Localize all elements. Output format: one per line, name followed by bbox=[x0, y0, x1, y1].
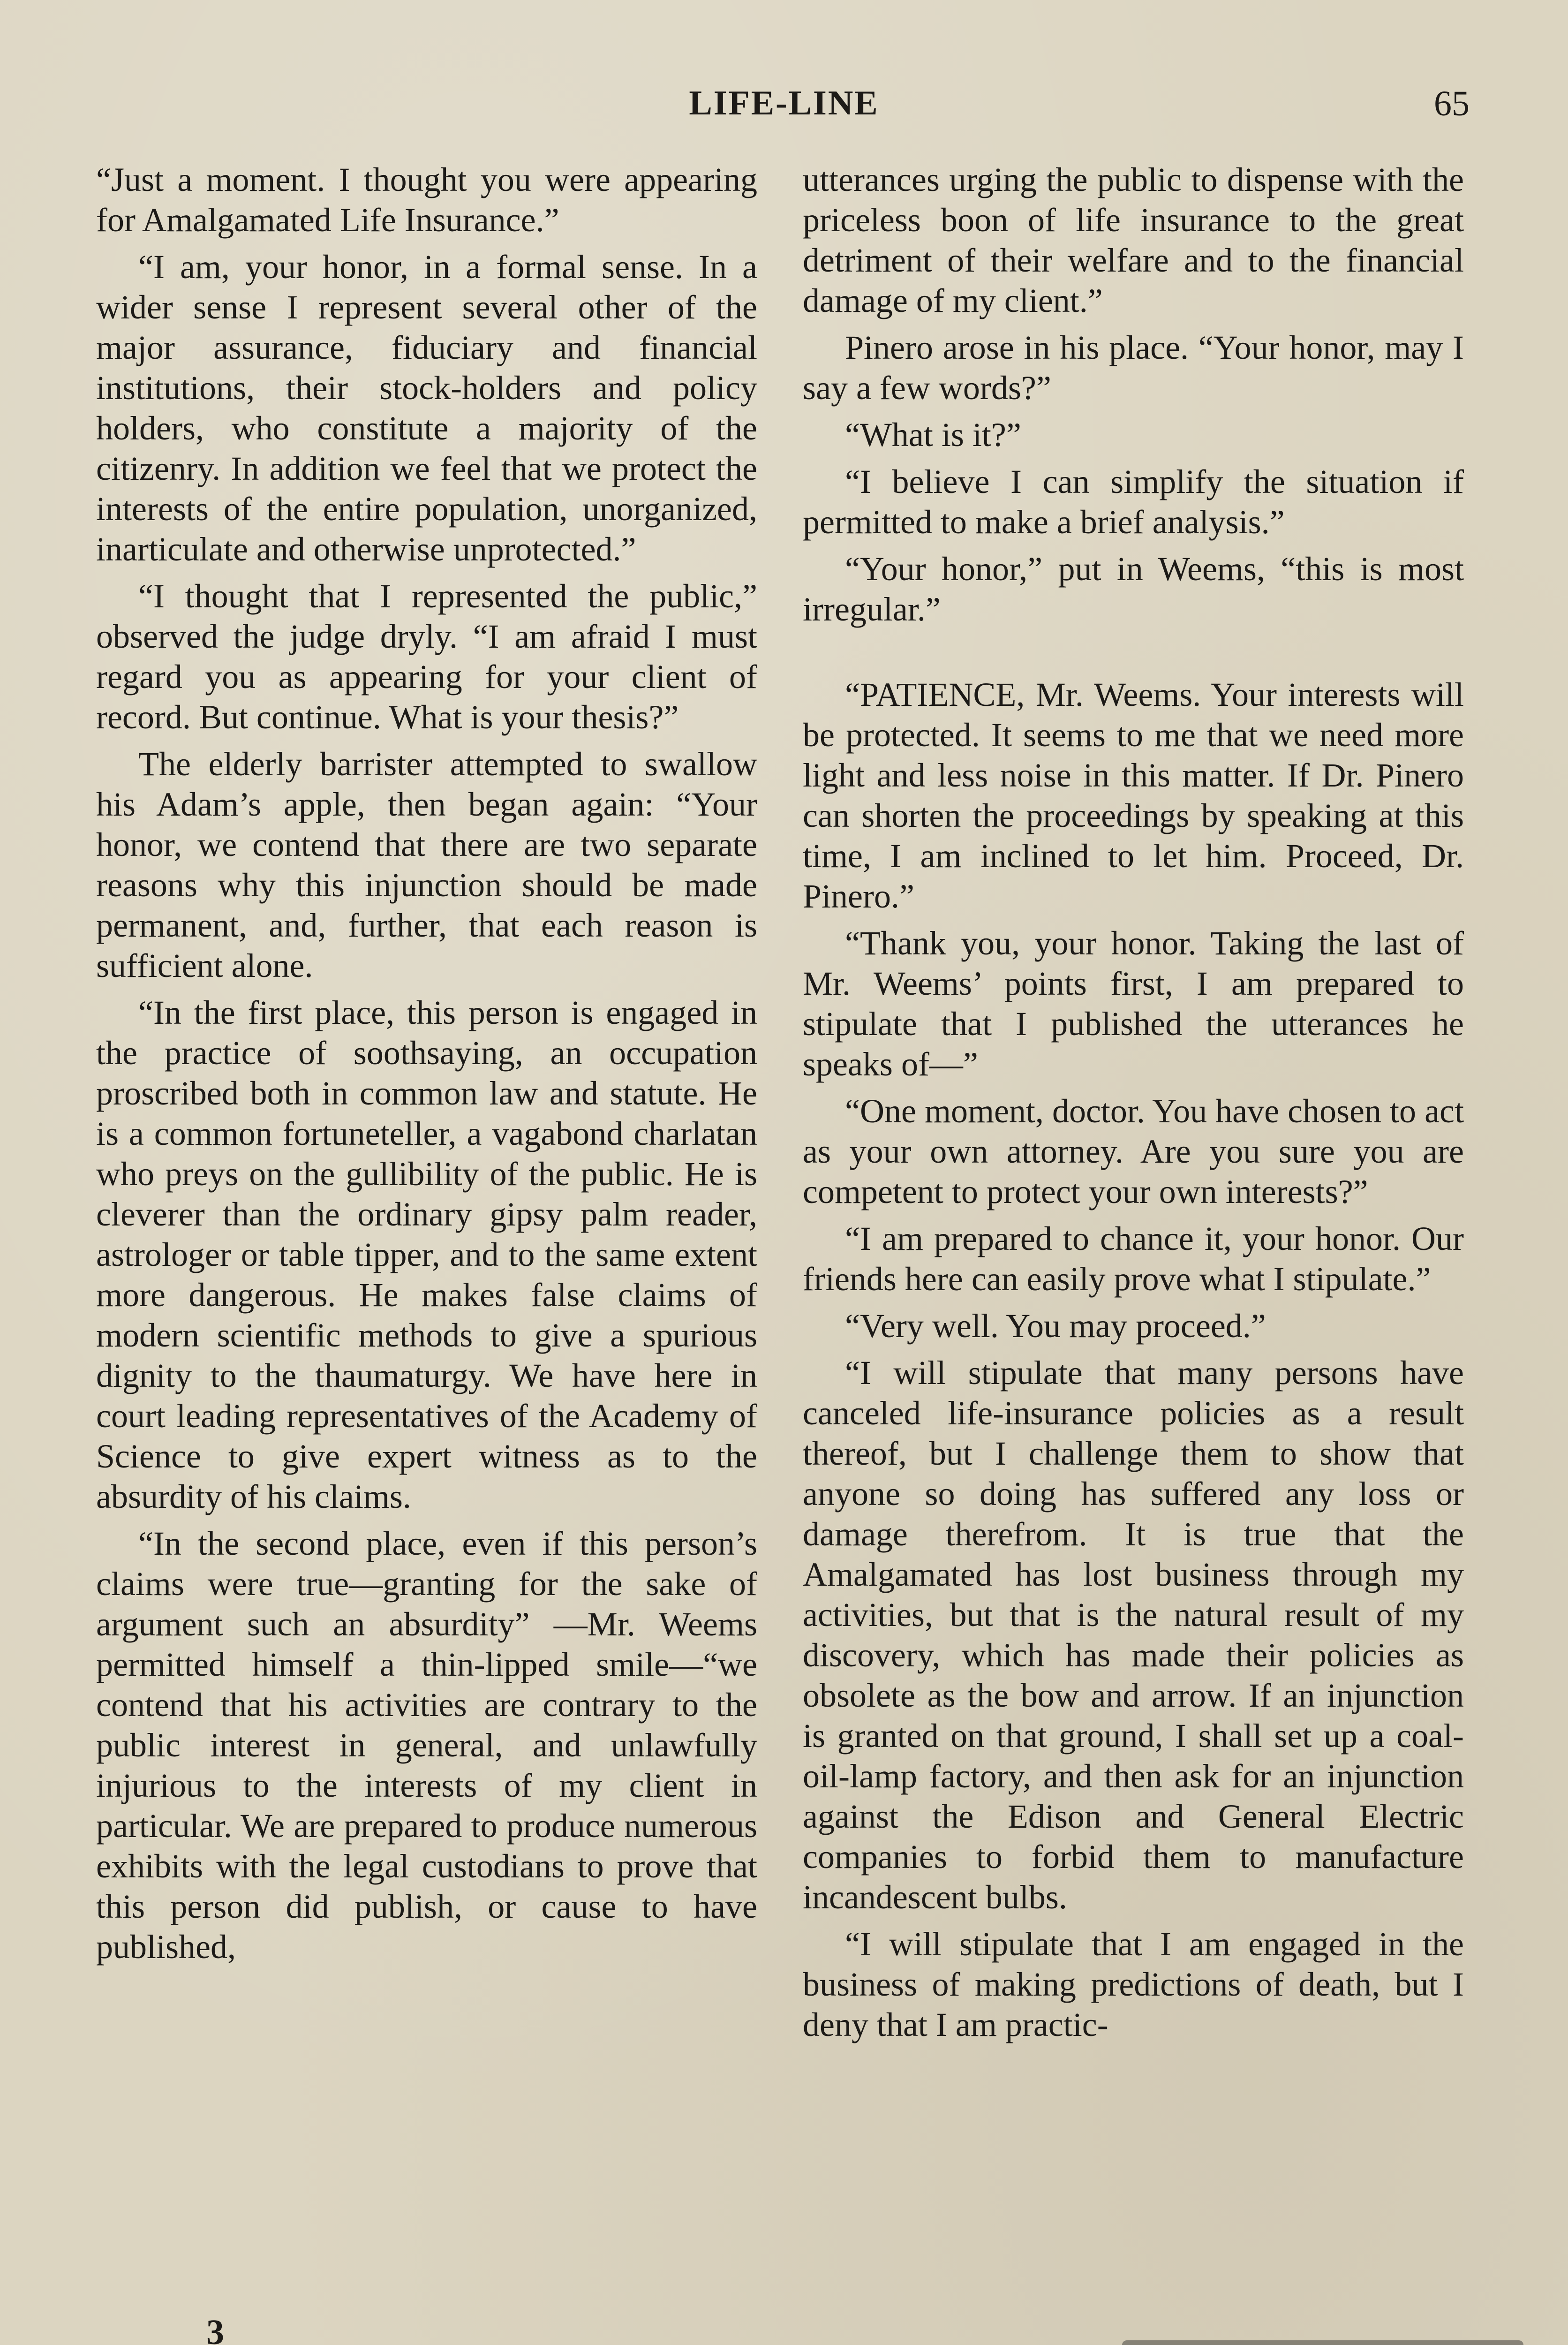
signature-mark: 3 bbox=[206, 2313, 224, 2345]
paragraph: “Your honor,” put in Weems, “this is most irregular.” bbox=[803, 550, 1464, 628]
paragraph: “I will stipulate that I am engaged in the business of making predictions of death, but I deny that I am practic- bbox=[803, 1925, 1464, 2043]
page-number: 65 bbox=[1434, 84, 1470, 123]
paragraph: “I believe I can simplify the situation if permitted to make a brief analysis.” bbox=[803, 463, 1464, 541]
paragraph: “One moment, doctor. You have chosen to act as your own attorney. Are you sure you are competent to protect your own interests?” bbox=[803, 1092, 1464, 1210]
paragraph: “I am prepared to chance it, your honor. Our friends here can easily prove what I stipulate.” bbox=[803, 1220, 1464, 1298]
paragraph-section-start: “PATIENCE, Mr. Weems. Your interests will be protected. It seems to me that we need more light and less noise in this matter. If Dr. Pinero can shorten the proceedings by speaking at this time, I am inclined to let him. Proceed, Dr. Pinero.” bbox=[803, 676, 1464, 915]
paragraph: The elderly barrister attempted to swallow his Adam’s apple, then began again: “Your honor, we contend that there are two separate reasons why this injunction should be made permanent, and, further, that each reason is sufficient alone. bbox=[96, 745, 757, 984]
right-column bbox=[803, 159, 1464, 2051]
watermark-logo bbox=[1122, 2340, 1523, 2345]
paragraph: “I will stipulate that many persons have canceled life-insurance policies as a result thereof, but I challenge them to show that anyone so doing has suffered any loss or damage therefrom. It is true that the Amalgamated has lost business through my activities, but that is the natural result of my discovery, which has made their policies as obsolete as the bow and arrow. If an injunction is granted on that ground, I shall set up a coal-oil-lamp factory, and then ask for an injunction against the Edison and General Electric companies to forbid them to manufacture incandescent bulbs. bbox=[803, 1354, 1464, 1916]
paragraph: “Just a moment. I thought you were appearing for Amalgamated Life Insurance.” bbox=[96, 161, 757, 239]
paragraph: “In the second place, even if this person’s claims were true—granting for the sake of argument such an absurdity” —Mr. Weems permitted himself a thin-lipped smile—“we contend that his activities are contrary to the public interest in general, and unlawfully injurious to the interests of my client in particular. We are prepared to produce numerous exhibits with the legal custodians to prove that this person did publish, or cause to have published, bbox=[96, 1525, 757, 1966]
paragraph: “I thought that I represented the public,” observed the judge dryly. “I am afraid I must regard you as appearing for your client of record. But continue. What is your thesis?” bbox=[96, 577, 757, 736]
paragraph: Pinero arose in his place. “Your honor, may I say a few words?” bbox=[803, 329, 1464, 407]
paragraph: utterances urging the public to dispense with the priceless boon of life insurance to the great detriment of their welfare and to the financial damage of my client.” bbox=[803, 161, 1464, 319]
paragraph: “What is it?” bbox=[845, 416, 1021, 454]
paragraph: “I am, your honor, in a formal sense. In a wider sense I represent several other of the major assurance, fiduciary and financial institutions, their stock-holders and policy holders, who constitute a majority of the citizenry. In addition we feel that we protect the interests of the entire population, unorganized, inarticulate and otherwise unprotected.” bbox=[96, 248, 757, 568]
paragraph: “In the first place, this person is engaged in the practice of soothsaying, an occupation proscribed both in common law and statute. He is a common fortuneteller, a vagabond charlatan who preys on the gullibility of the public. He is cleverer than the ordinary gipsy palm reader, astrologer or table tipper, and to the same extent more dangerous. He makes false claims of modern scientific methods to give a spurious dignity to the thaumaturgy. We have here in court leading representatives of the Academy of Science to give expert witness as to the absurdity of his claims. bbox=[96, 994, 757, 1515]
left-column bbox=[96, 159, 757, 1974]
running-head: LIFE-LINE bbox=[689, 84, 879, 122]
paragraph: “Thank you, your honor. Taking the last of Mr. Weems’ points first, I am prepared to stipulate that I published the utterances he speaks of—” bbox=[803, 924, 1464, 1083]
paragraph: “Very well. You may proceed.” bbox=[845, 1307, 1266, 1345]
